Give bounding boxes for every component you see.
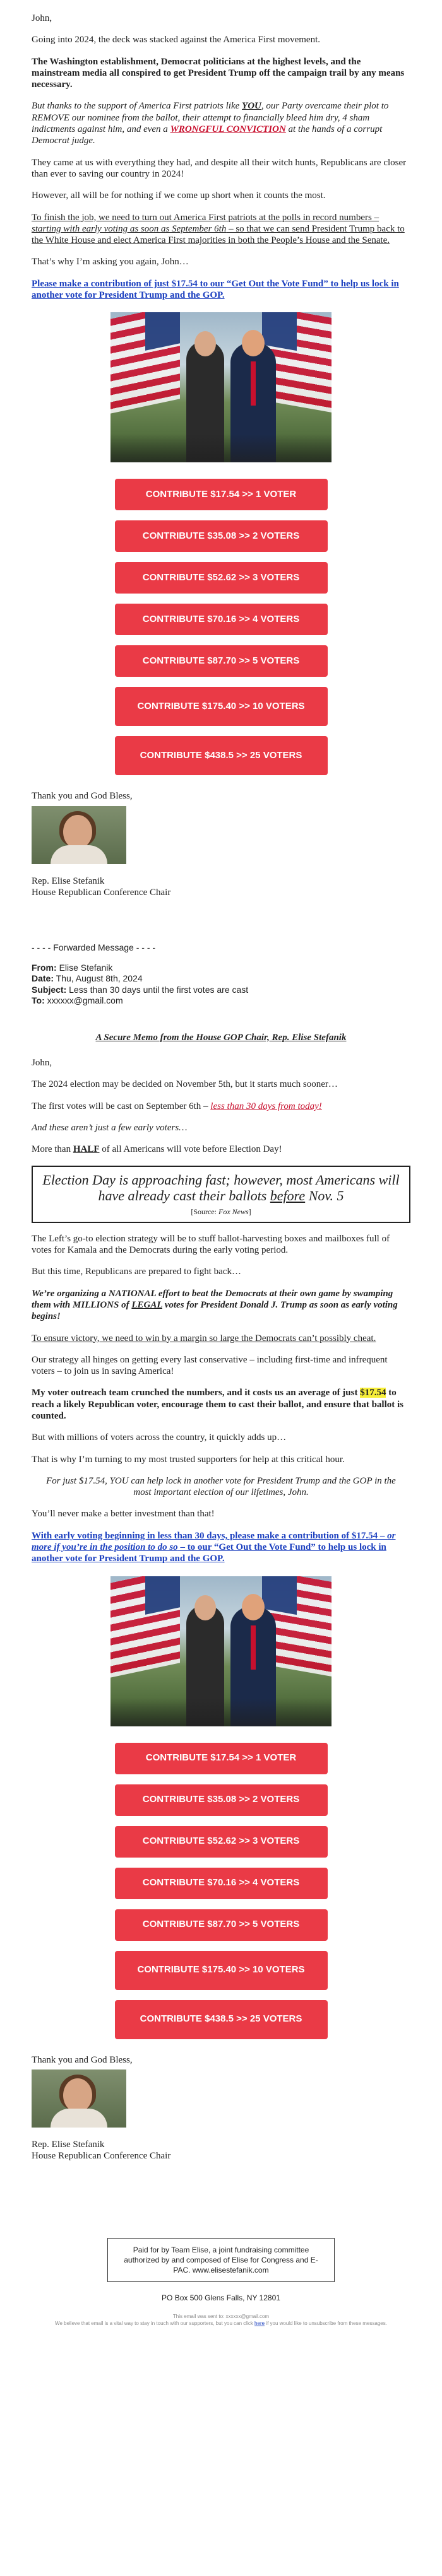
thanks-line-2: Thank you and God Bless, — [32, 2054, 133, 2065]
link-2-italic[interactable]: or more if you’re in the position to do so — [32, 1530, 396, 1553]
however-paragraph: However, all will be for nothing if we come up short when it counts the most. — [32, 190, 326, 201]
contribute-link-1[interactable]: Please make a contribution of just $17.54 to our “Get Out the Vote Fund” to help us lock in another vote for President Trump and the GOP. — [32, 278, 399, 301]
memo-p4-text-b: of all Americans will vote before Election Day! — [99, 1144, 282, 1155]
memo-p7-text-a: We’re organizing a NATIONAL effort to beat the Democrats at their own game by swamping them with MILLIONS of — [32, 1288, 393, 1310]
memo-p7-legal: LEGAL — [131, 1299, 162, 1310]
contribute-button-25-voters[interactable]: CONTRIBUTE $438.5 >> 25 VOTERS — [115, 2000, 328, 2039]
quote-before: before — [270, 1187, 306, 1203]
memo-paragraph-6: But this time, Republicans are prepared to fight back… — [32, 1267, 241, 1277]
memo-paragraph-4 — [32, 1144, 410, 1155]
forwarded-header — [32, 942, 410, 1007]
italic-paragraph — [32, 100, 410, 146]
memo-greeting: John, — [32, 1058, 52, 1068]
mailing-address: PO Box 500 Glens Falls, NY 12801 — [162, 2293, 280, 2303]
memo-paragraph-8: To ensure victory, we need to win by a margin so large the Democrats can’t possibly cheat. — [32, 1333, 376, 1344]
unsubscribe-link[interactable]: here — [254, 2320, 265, 2326]
contribute-button-1-voter[interactable]: CONTRIBUTE $17.54 >> 1 VOTER — [115, 479, 328, 510]
signature-photo-2 — [32, 2070, 126, 2128]
memo-paragraph-11: But with millions of voters across the country, it quickly adds up… — [32, 1432, 287, 1443]
contribute-button-2-voters[interactable]: CONTRIBUTE $35.08 >> 2 VOTERS — [115, 520, 328, 552]
memo-p2-text: The first votes will be cast on September 6th – — [32, 1101, 211, 1111]
quote-source-b: ] — [248, 1207, 251, 1217]
date-value: Thu, August 8th, 2024 — [56, 973, 143, 984]
finish-text-1: To finish the job, we need to turn out America First patriots at the polls in record numbers – — [32, 212, 379, 223]
intro-paragraph: Going into 2024, the deck was stacked against the America First movement. — [32, 35, 320, 45]
footer-unsubscribe-text-b: if you would like to unsubscribe from these messages. — [265, 2320, 387, 2326]
contribute-link-2[interactable] — [32, 1531, 395, 1564]
flag-left — [110, 312, 180, 415]
italic-text-1: But thanks to the support of America First patriots like — [32, 101, 242, 112]
sign-name-2: Rep. Elise Stefanik — [32, 2139, 105, 2150]
memo-paragraph-1: The 2024 election may be decided on November 5th, but it starts much sooner… — [32, 1079, 338, 1090]
contribute-button-4-voters[interactable]: CONTRIBUTE $70.16 >> 4 VOTERS — [115, 604, 328, 635]
quote-text-a: Election Day is approaching fast; however, most Americans will have already cast their ballots — [42, 1171, 400, 1203]
memo-paragraph-7 — [32, 1288, 410, 1323]
asking-paragraph: That’s why I’m asking you again, John… — [32, 257, 189, 267]
memo-p4-half: HALF — [73, 1144, 100, 1155]
greeting: John, — [32, 13, 52, 23]
quote-source-name: Fox News — [218, 1207, 249, 1217]
memo-paragraph-10 — [32, 1387, 410, 1422]
contribute-button-2-voters[interactable]: CONTRIBUTE $35.08 >> 2 VOTERS — [115, 1784, 328, 1816]
everything-paragraph: They came at us with everything they had, and despite all their witch hunts, Republicans are closer than ever to saving our country in 2024! — [32, 157, 407, 179]
forwarded-label: - - - - Forwarded Message - - - - — [32, 942, 156, 953]
footer-unsubscribe-text-a: We believe that email is a vital way to stay in touch with our supporters, but you can click — [55, 2320, 255, 2326]
quote-source-a: [Source: — [191, 1207, 218, 1217]
sign-title: House Republican Conference Chair — [32, 887, 171, 898]
memo-paragraph-9: Our strategy all hinges on getting every last conservative – including first-time and infrequent voters – to join us in saving America! — [32, 1354, 388, 1377]
email-body — [32, 0, 410, 2327]
memo-paragraph-14: You’ll never make a better investment than that! — [32, 1509, 215, 1519]
memo-p10-amount: $17.54 — [360, 1388, 386, 1398]
contribute-button-25-voters[interactable]: CONTRIBUTE $438.5 >> 25 VOTERS — [115, 736, 328, 775]
flag-left — [110, 1576, 180, 1679]
memo-paragraph-2 — [32, 1101, 410, 1112]
contribute-button-3-voters[interactable]: CONTRIBUTE $52.62 >> 3 VOTERS — [115, 1826, 328, 1858]
thanks-line: Thank you and God Bless, — [32, 791, 133, 802]
memo-p10-text-a: My voter outreach team crunched the numbers, and it costs us an average of just — [32, 1388, 361, 1398]
emphasis-conviction: WRONGFUL CONVICTION — [170, 124, 286, 135]
memo-p7-text-b: votes for President Donald J. Trump as soon as early voting begins! — [32, 1299, 398, 1322]
memo-p2-deadline: less than 30 days from today! — [210, 1101, 322, 1111]
bold-paragraph: The Washington establishment, Democrat politicians at the highest levels, and the mainstream media all conspired to get President Trump off the campaign trail by any means necessary. — [32, 56, 405, 90]
finish-italic: starting with early voting as soon as September 6th — [32, 223, 227, 234]
quote-source — [42, 1207, 400, 1217]
quote-text — [42, 1172, 400, 1204]
to-label: To: — [32, 995, 45, 1006]
footer-unsubscribe — [32, 2320, 410, 2327]
sign-name: Rep. Elise Stefanik — [32, 875, 105, 886]
finish-text-2: – so that we can send President Trump back to the White House and elect America First majorities in both the People’s House and the Senate. — [32, 223, 405, 246]
contribute-button-5-voters[interactable]: CONTRIBUTE $87.70 >> 5 VOTERS — [115, 645, 328, 677]
memo-paragraph-13: For just $17.54, YOU can help lock in another vote for President Trump and the GOP in the most important election of our lifetimes, John. — [46, 1475, 396, 1498]
memo-paragraph-3: And these aren’t just a few early voters… — [32, 1122, 188, 1133]
footer — [32, 2313, 410, 2327]
contribute-button-10-voters[interactable]: CONTRIBUTE $175.40 >> 10 VOTERS — [115, 1951, 328, 1990]
contribute-buttons — [115, 479, 328, 775]
to-value: xxxxxx@gmail.com — [47, 995, 123, 1006]
paid-for-disclaimer: Paid for by Team Elise, a joint fundraising committee authorized by and composed of Elise for Congress and E-PAC. www.elisestefanik.com — [107, 2238, 335, 2283]
link-2-text-b[interactable]: – to our “Get Out the Vote Fund” to help us lock in another vote for President Trump and the GOP. — [32, 1542, 386, 1564]
subject-value: Less than 30 days until the first votes are cast — [69, 984, 249, 995]
contribute-buttons-2 — [115, 1743, 328, 2039]
memo-title: A Secure Memo from the House GOP Chair, Rep. Elise Stefanik — [95, 1032, 347, 1043]
from-value: Elise Stefanik — [59, 962, 113, 973]
quote-text-b: Nov. 5 — [305, 1187, 344, 1203]
date-label: Date: — [32, 973, 54, 984]
memo-p4-text-a: More than — [32, 1144, 73, 1155]
italic-text-2: , our Party overcame their plot to REMOVE our nominee from the ballot, their attempt to financially bleed him dry, 4 sham indictments against him, and even a — [32, 101, 389, 135]
memo-p10-text-b: to reach a likely Republican voter, encourage them to cast their ballot, and ensure that ballot is counted. — [32, 1388, 404, 1421]
contribute-button-5-voters[interactable]: CONTRIBUTE $87.70 >> 5 VOTERS — [115, 1909, 328, 1941]
rally-photo-2[interactable] — [110, 1576, 332, 1726]
emphasis-you: YOU — [242, 101, 261, 112]
rally-photo[interactable] — [110, 312, 332, 462]
contribute-button-1-voter[interactable]: CONTRIBUTE $17.54 >> 1 VOTER — [115, 1743, 328, 1774]
quote-box — [32, 1166, 410, 1223]
footer-sent-to: This email was sent to: xxxxxx@gmail.com — [172, 2313, 270, 2319]
contribute-button-3-voters[interactable]: CONTRIBUTE $52.62 >> 3 VOTERS — [115, 562, 328, 594]
link-2-text-a[interactable]: With early voting beginning in less than 30 days, please make a contribution of $17.54 – — [32, 1530, 388, 1541]
signature-photo — [32, 806, 126, 864]
memo-paragraph-5: The Left’s go-to election strategy will be to stuff ballot-harvesting boxes and mailboxes full of votes for Kamala and the Democrats during the early voting period. — [32, 1233, 390, 1256]
italic-text-3: at the hands of a corrupt Democrat judge. — [32, 124, 383, 146]
memo-paragraph-12: That is why I’m turning to my most trusted supporters for help at this critical hour. — [32, 1454, 345, 1465]
from-label: From: — [32, 962, 57, 973]
contribute-button-10-voters[interactable]: CONTRIBUTE $175.40 >> 10 VOTERS — [115, 687, 328, 726]
subject-label: Subject: — [32, 984, 67, 995]
sign-title-2: House Republican Conference Chair — [32, 2151, 171, 2162]
contribute-button-4-voters[interactable]: CONTRIBUTE $70.16 >> 4 VOTERS — [115, 1868, 328, 1899]
finish-paragraph — [32, 212, 410, 247]
